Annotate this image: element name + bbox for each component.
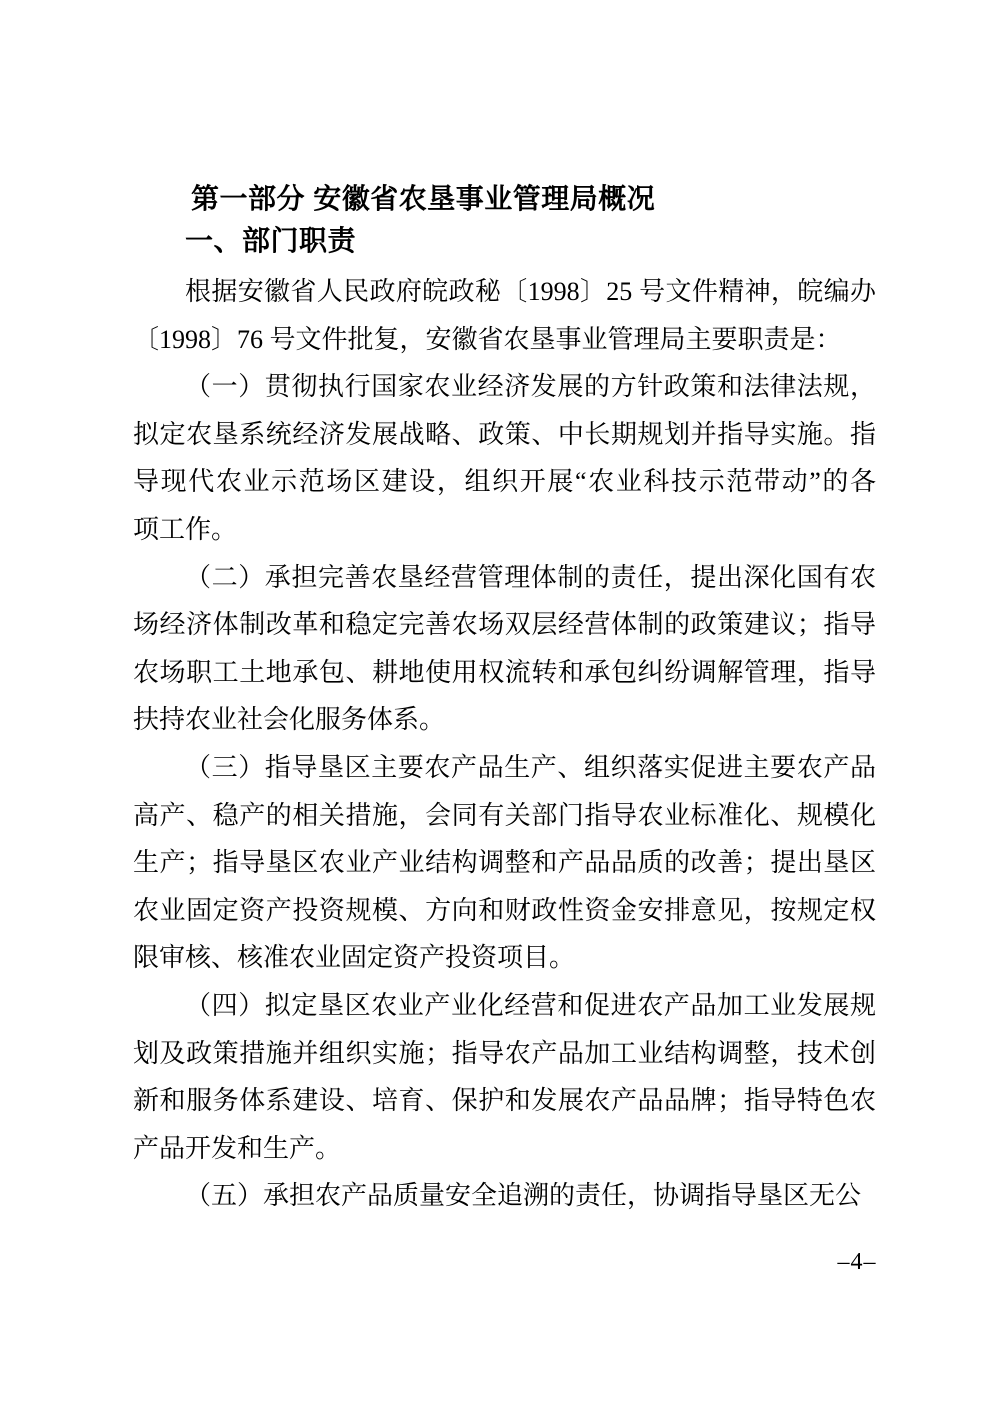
body-line: 农场职工土地承包、耕地使用权流转和承包纠纷调解管理，指导 (133, 657, 876, 687)
body-line: 划及政策措施并组织实施；指导农产品加工业结构调整，技术创 (133, 1038, 876, 1068)
body-line: （一）贯彻执行国家农业经济发展的方针政策和法律法规， (185, 372, 876, 402)
body-line: （四）拟定垦区农业产业化经营和促进农产品加工业发展规 (185, 990, 876, 1020)
body-line: 产品开发和生产。 (133, 1133, 342, 1163)
page-number: –4– (837, 1249, 877, 1275)
body-line: 根据安徽省人民政府皖政秘〔1998〕25 号文件精神，皖编办 (185, 277, 876, 306)
body-line: 限审核、核准农业固定资产投资项目。 (133, 943, 576, 973)
body-line: 拟定农垦系统经济发展战略、政策、中长期规划并指导实施。指 (133, 419, 876, 449)
body-line: （五）承担农产品质量安全追溯的责任，协调指导垦区无公 (185, 1181, 862, 1211)
body-line: 新和服务体系建设、培育、保护和发展农产品品牌；指导特色农 (133, 1086, 876, 1116)
body-line: 生产；指导垦区农业产业结构调整和产品品质的改善；提出垦区 (133, 848, 876, 878)
body-line: 项工作。 (133, 514, 238, 544)
paragraph (133, 1172, 876, 1220)
document-content (133, 183, 876, 1220)
body-line: （三）指导垦区主要农产品生产、组织落实促进主要农产品 (185, 752, 876, 782)
body-line: 场经济体制改革和稳定完善农场双层经营体制的政策建议；指导 (133, 610, 876, 640)
paragraph (133, 268, 876, 363)
body-line: 导现代农业示范场区建设，组织开展“农业科技示范带动”的各 (133, 467, 876, 497)
body-line: 高产、稳产的相关措施，会同有关部门指导农业标准化、规模化 (133, 800, 876, 830)
body-line: 农业固定资产投资规模、方向和财政性资金安排意见，按规定权 (133, 895, 876, 925)
paragraph (133, 744, 876, 982)
body-line: （二）承担完善农垦经营管理体制的责任，提出深化国有农 (185, 562, 876, 592)
paragraphs (133, 268, 876, 1220)
paragraph (133, 363, 876, 553)
paragraph (133, 982, 876, 1172)
body-line: 扶持农业社会化服务体系。 (133, 705, 446, 735)
body-line: 〔1998〕76 号文件批复，安徽省农垦事业管理局主要职责是： (133, 324, 842, 354)
section-heading: 一、部门职责 (185, 225, 357, 256)
paragraph (133, 554, 876, 744)
page-title: 第一部分 安徽省农垦事业管理局概况 (191, 183, 656, 214)
